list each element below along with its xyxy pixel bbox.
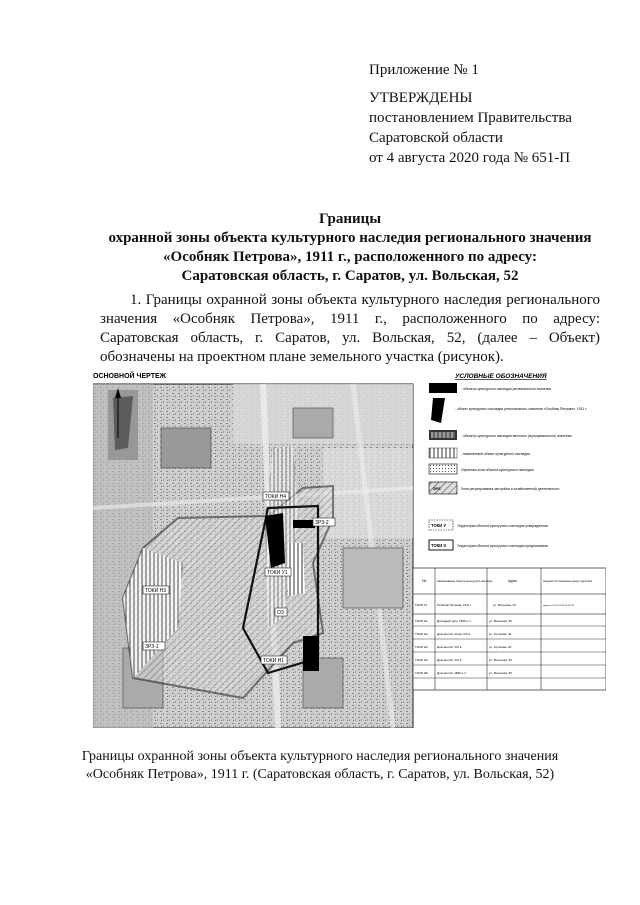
document-title — [60, 210, 640, 286]
site-plan-figure — [93, 368, 606, 728]
figure-caption — [40, 748, 600, 784]
plan-heading: ОСНОВНОЙ ЧЕРТЕЖ — [93, 373, 166, 380]
caption-line-2: «Особняк Петрова», 1911 г. (Саратовская область, г. Саратов, ул. Вольская, 52) — [85, 767, 555, 782]
legend-item: Зона регулирования застройки и хозяйственной деятельности — [461, 487, 560, 491]
zone-text: Территория объекта культурного наследия предлагаемая — [457, 544, 548, 548]
legend-title: УСЛОВНЫЕ ОБОЗНАЧЕНИЯ — [455, 373, 547, 380]
legend-zrz-code: ЗРЗ — [433, 486, 441, 491]
map-label: ТОКИ Н3 — [145, 588, 167, 594]
table-cell: Особняк Петрова, 1911 г. — [437, 603, 472, 607]
approved-line-2: Саратовской области — [369, 130, 503, 146]
table-cell: ул. Вольская, 50 — [489, 619, 512, 623]
legend-item: - объекты культурного наследия регионального значения — [461, 387, 552, 391]
map-label: ТОКИ Н1 — [263, 658, 285, 664]
title-line-3: «Особняк Петрова», 1911 г., расположенного по адресу: — [163, 249, 537, 265]
map-label: ЗРЗ-2 — [315, 520, 329, 526]
table-cell: Дом жилой, XIX в. — [437, 658, 463, 662]
heritage-building — [303, 636, 319, 671]
table-cell: ТОКИ Н5 — [415, 671, 428, 675]
legend-item: - выявленный объект культурного наследия — [461, 452, 530, 456]
body-paragraph: 1. Границы охранной зоны объекта культурного наследия регионального значения «Особняк Петрова», 1911 г., расположенного по адресу: Саратовская область, г. Саратов, ул. Вольская, 52, (далее – Объект) обозначены на проектном плане земельного участка (рисунок). — [100, 292, 600, 365]
table-header: Наименование объекта культурного наследия — [437, 580, 493, 583]
table-cell: Доходный дом, 1900-е гг. — [437, 619, 472, 623]
legend — [429, 373, 587, 550]
table-cell: ул. Кутякова, 20 — [489, 645, 512, 649]
heritage-building — [293, 520, 315, 528]
legend-item: - объект культурного наследия регионального значения «Особняк Петрова», 1911 г. — [455, 407, 587, 411]
body-paragraph-block — [100, 291, 600, 367]
title-line-1: Границы — [318, 211, 382, 227]
table-cell: ТОКИ Н2 — [415, 632, 428, 636]
map-label: ОЗ — [277, 610, 284, 616]
table-header: Адрес — [508, 579, 518, 583]
zone-text: Территория объекта культурного наследия утвержденная — [457, 524, 548, 528]
approved-line-1: постановлением Правительства — [369, 110, 572, 126]
title-line-4: Саратовская область, г. Саратов, ул. Вольская, 52 — [181, 268, 519, 284]
zone-label: ТОКИ II — [431, 543, 446, 548]
table-cell: ТОКИ У1 — [415, 603, 428, 607]
table-cell: Дом жилой, конец XIX в. — [437, 632, 472, 636]
table-cell: ул. Кутякова, 40 — [489, 632, 512, 636]
legend-item: - объекты культурного наследия местного (муниципального) значения — [461, 434, 572, 438]
map-label: ТОКИ Н4 — [265, 494, 287, 500]
map-label: ЗРЗ-1 — [145, 644, 159, 650]
caption-line-1: Границы охранной зоны объекта культурного наследия регионального значения — [81, 749, 559, 764]
table-cell: Дом жилой, 1890-е гг. — [437, 671, 467, 675]
approved-line-3: от 4 августа 2020 года № 651-П — [369, 150, 571, 166]
table-cell: ТОКИ Н1 — [415, 619, 428, 623]
table-cell: ТОКИ Н3 — [415, 645, 428, 649]
table-cell: ул. Вольская, 54 — [489, 658, 512, 662]
table-header: Сведения об утверждении границ территории — [543, 581, 593, 583]
title-line-2: охранной зоны объекта культурного наследия регионального значения — [108, 230, 592, 246]
table-header: № — [422, 578, 427, 583]
heritage-table — [413, 568, 606, 690]
appendix-label: Приложение № 1 — [369, 62, 479, 78]
legend-item: Охранная зона объекта культурного наследия — [461, 468, 534, 472]
approval-block — [369, 88, 572, 168]
zone-label: ТОКИ У — [431, 523, 447, 528]
table-cell: Дом жилой, XIX в. — [437, 645, 463, 649]
table-cell: приказ от 20.02.2016 № 08-ПР — [543, 605, 574, 607]
approved-heading: УТВЕРЖДЕНЫ — [369, 90, 473, 106]
table-cell: ул. Вольская, 56 — [489, 671, 512, 675]
table-cell: ул. Вольская, 52 — [493, 603, 516, 607]
map-label: ТОКИ У1 — [267, 570, 288, 576]
table-cell: ТОКИ Н4 — [415, 658, 428, 662]
